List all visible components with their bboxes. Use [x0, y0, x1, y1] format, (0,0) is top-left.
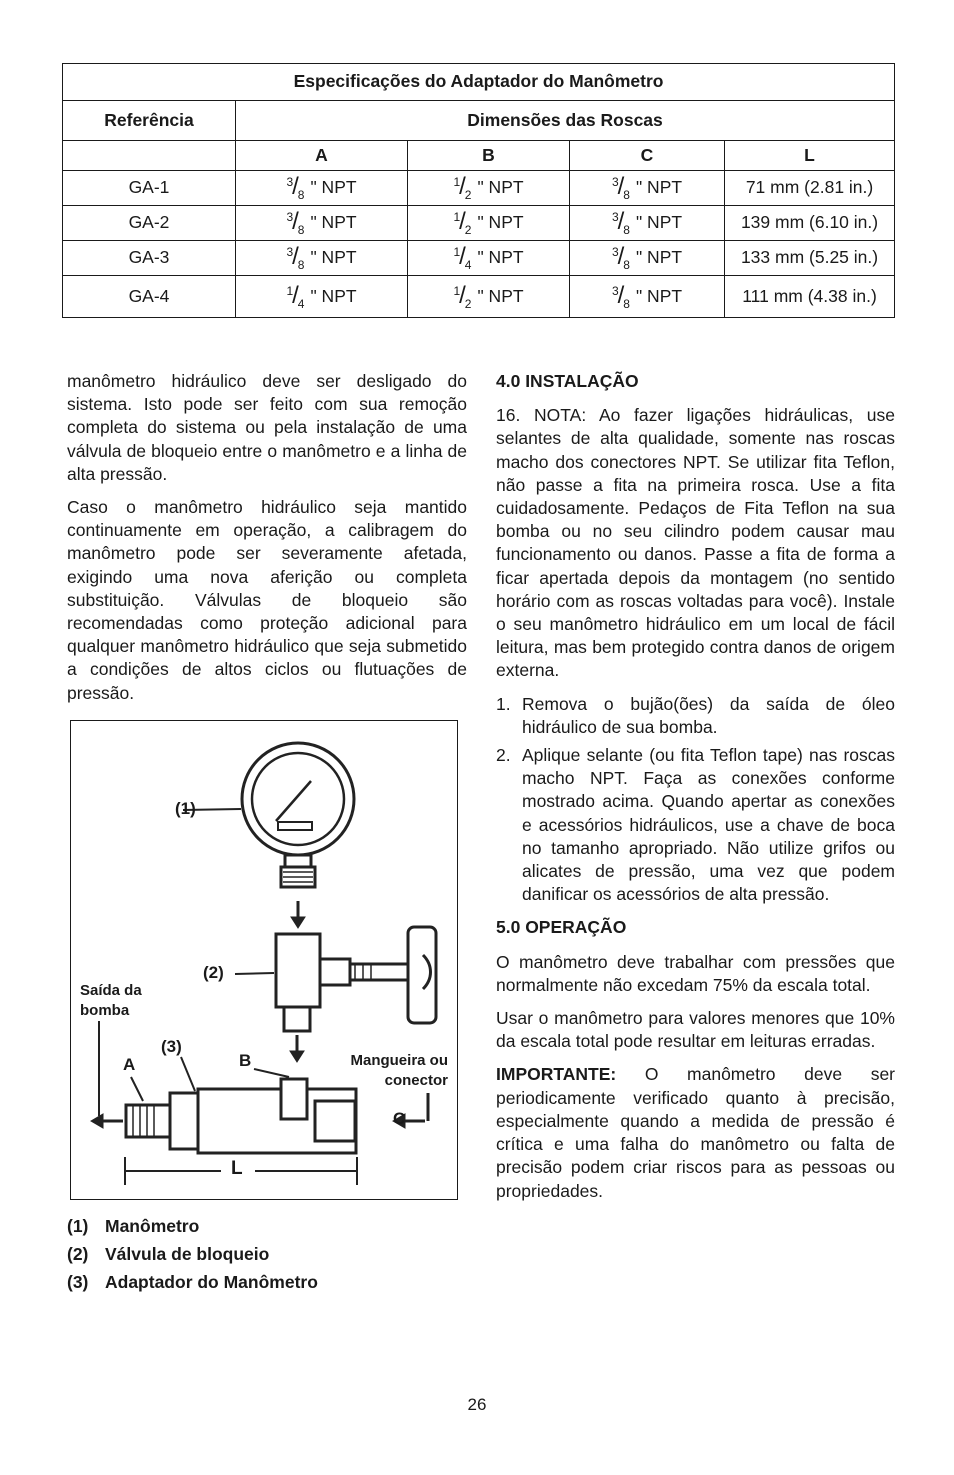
thread-a-cell: [236, 276, 408, 318]
reference-cell: [63, 276, 236, 318]
length-value: 133 mm (5.25 in.): [740, 247, 879, 268]
callout-1-label: (1): [175, 799, 196, 818]
thread-size-c: [611, 173, 683, 202]
operation-paragraph-2: Usar o manômetro para valores menores que 10% da escala total pode resultar em leituras erradas.: [496, 1008, 895, 1052]
legend-text: Válvula de bloqueio: [105, 1244, 270, 1264]
reference-value: GA-4: [128, 285, 170, 306]
fraction-numerator: 3: [611, 283, 619, 298]
thread-unit: " NPT: [310, 177, 357, 197]
operation-heading: 5.0 OPERAÇÃO: [496, 917, 627, 938]
fraction-slash: /: [617, 173, 625, 200]
thread-unit: " NPT: [310, 285, 357, 306]
gauge-adapter-spec-table: [62, 63, 895, 318]
fraction-denominator: 8: [297, 258, 305, 272]
list-item: [496, 693, 895, 739]
legend-text: Manômetro: [105, 1216, 200, 1236]
reference-value: GA-3: [128, 247, 170, 268]
pump-outlet-line-1: Saída da: [80, 982, 142, 999]
legend-number: (3): [67, 1272, 89, 1292]
table-row: [63, 276, 895, 318]
fraction-slash: /: [617, 281, 625, 309]
thread-size-c: [611, 208, 683, 237]
thread-unit: " NPT: [477, 212, 524, 232]
reference-value: GA-1: [128, 177, 170, 198]
length-cell: [725, 276, 895, 318]
important-text: O manômetro deve ser periodicamente verificado quanto à precisão, especialmente quando a medida de pressão é crítica e uma falha do manômetro ou falta de precisão podem criar riscos para as pessoas ou propriedades.: [496, 1064, 895, 1201]
callout-3-label: (3): [161, 1037, 182, 1056]
right-text-column: [496, 370, 895, 1213]
table-row: [63, 241, 895, 276]
fraction-slash: /: [292, 208, 299, 235]
legend-number: (2): [67, 1244, 89, 1264]
column-header-b: B: [408, 141, 570, 171]
thread-unit: " NPT: [310, 247, 357, 267]
legend-item-gauge: [67, 1214, 318, 1242]
thread-unit: " NPT: [477, 247, 524, 267]
fraction-denominator: 2: [464, 296, 472, 311]
paragraph-shutoff: manômetro hidráulico deve ser desligado do sistema. Isto pode ser feito com sua remoção completa do sistema ou pela instalação de uma válvula de bloqueio entre o manômetro e a linha de alta pressão.: [67, 371, 467, 484]
list-item: [496, 744, 895, 906]
fraction-slash: /: [459, 208, 466, 235]
table-title: Especificações do Adaptador do Manômetro: [63, 64, 895, 101]
column-header-a: A: [236, 141, 408, 171]
legend-number: (1): [67, 1216, 89, 1236]
thread-unit: " NPT: [477, 285, 524, 306]
fraction-numerator: 1: [453, 175, 461, 189]
empty-header-cell: [63, 141, 236, 171]
fraction-slash: /: [617, 243, 625, 270]
thread-a-cell: [236, 206, 408, 241]
reference-cell: [63, 206, 236, 241]
thread-c-cell: [570, 276, 725, 318]
fraction-numerator: 1: [453, 245, 461, 259]
thread-unit: " NPT: [635, 285, 683, 306]
fraction-numerator: 3: [611, 175, 619, 189]
dimension-b-label: B: [239, 1051, 252, 1070]
fraction-denominator: 8: [623, 188, 630, 202]
step-text: Aplique selante (ou fita Teflon tape) nas roscas macho NPT. Faça as conexões conforme mostrado acima. Quando apertar as conexões e acessórios hidráulicos, use a chave de boca no tamanho apropriado. Não utilize grifos ou alicates de pressão, uma vez que podem danificar os acessórios de alta pressão.: [522, 745, 895, 905]
thread-b-cell: [408, 171, 570, 206]
left-text-column: [67, 370, 467, 715]
reference-cell: [63, 171, 236, 206]
thread-unit: " NPT: [477, 177, 524, 197]
fraction-numerator: 3: [286, 210, 294, 224]
fraction-numerator: 1: [453, 210, 461, 224]
thread-c-cell: [570, 241, 725, 276]
thread-size-a: [286, 281, 357, 311]
thread-c-cell: [570, 206, 725, 241]
step-number: 1.: [496, 693, 511, 714]
fraction-denominator: 4: [464, 258, 472, 272]
fraction-numerator: 3: [611, 245, 619, 259]
reference-header: Referência: [63, 101, 236, 141]
fraction-denominator: 8: [623, 223, 630, 237]
column-header-l: L: [725, 141, 895, 171]
thread-size-b: [453, 173, 524, 202]
fraction-denominator: 8: [297, 188, 305, 202]
fraction-denominator: 8: [297, 223, 305, 237]
page-number: 26: [467, 1395, 487, 1414]
fraction-numerator: 1: [286, 283, 294, 298]
column-header-c: C: [570, 141, 725, 171]
thread-b-cell: [408, 206, 570, 241]
reference-value: GA-2: [128, 212, 170, 233]
length-cell: [725, 206, 895, 241]
thread-c-cell: [570, 171, 725, 206]
installation-steps: [496, 693, 895, 907]
length-value: 111 mm (4.38 in.): [742, 285, 877, 306]
thread-size-a: [286, 243, 357, 272]
dimension-c-label: C: [393, 1109, 406, 1128]
thread-unit: " NPT: [310, 212, 357, 232]
length-value: 71 mm (2.81 in.): [745, 177, 874, 198]
pump-outlet-line-2: bomba: [80, 1002, 130, 1019]
fraction-slash: /: [617, 208, 625, 235]
installation-note: 16. NOTA: Ao fazer ligações hidráulicas, use selantes de alta qualidade, somente nas roscas macho dos conectores NPT. Se utilizar fita Teflon, não passe a fita na primeira rosca. Use a fita cuidadosamente. Pedaços de Fita Teflon na sua bomba ou no seu cilindro podem causar mau funcionamento ou danos. Passe a fita de forma a ficar apertada depois da montagem (no sentido horário com as roscas voltadas para você). Instale o seu manômetro hidráulico em um local de fácil leitura, mas bem protegido contra danos de origem externa.: [496, 405, 895, 681]
hose-line-1: Mangueira ou: [350, 1052, 448, 1069]
paragraph-continuous-operation: Caso o manômetro hidráulico seja mantido continuamente em operação, a calibragem do manômetro pode ser severamente afetada, exigindo uma nova aferição ou completa substituição. Válvulas de bloqueio são recomendadas como proteção adicional para qualquer manômetro hidráulico que seja submetido a condições de altos ciclos ou flutuações de pressão.: [67, 497, 467, 703]
pump-outlet-label: [80, 981, 142, 1021]
fraction-denominator: 8: [623, 296, 630, 311]
hose-line-2: conector: [384, 1072, 448, 1089]
important-label: IMPORTANTE:: [496, 1064, 617, 1085]
fraction-slash: /: [459, 281, 466, 309]
fraction-denominator: 4: [297, 296, 305, 311]
length-cell: [725, 171, 895, 206]
table-row: [63, 206, 895, 241]
fraction-slash: /: [459, 173, 466, 200]
step-number: 2.: [496, 745, 511, 766]
thread-size-b: [453, 281, 524, 311]
thread-b-cell: [408, 276, 570, 318]
thread-unit: " NPT: [635, 177, 683, 197]
gauge-assembly-figure: [70, 720, 458, 1200]
dimension-l-label: L: [231, 1158, 243, 1179]
thread-size-b: [453, 208, 524, 237]
installation-heading: 4.0 INSTALAÇÃO: [496, 371, 639, 391]
fraction-numerator: 1: [453, 283, 461, 298]
figure-legend: [67, 1214, 318, 1298]
fraction-denominator: 2: [464, 188, 472, 202]
table-row: [63, 171, 895, 206]
fraction-slash: /: [292, 173, 299, 200]
dimension-a-label: A: [123, 1055, 136, 1074]
fraction-slash: /: [292, 243, 299, 270]
length-value: 139 mm (6.10 in.): [740, 212, 879, 233]
important-paragraph: [496, 1063, 895, 1202]
fraction-numerator: 3: [611, 210, 619, 224]
thread-a-cell: [236, 241, 408, 276]
fraction-numerator: 3: [286, 245, 294, 259]
legend-text: Adaptador do Manômetro: [105, 1272, 318, 1292]
thread-size-a: [286, 173, 357, 202]
hose-connector-label: [350, 1051, 448, 1091]
legend-item-adapter: [67, 1270, 318, 1298]
thread-dimensions-header: Dimensões das Roscas: [236, 101, 895, 141]
length-cell: [725, 241, 895, 276]
thread-size-c: [611, 243, 683, 272]
thread-size-b: [453, 243, 524, 272]
fraction-denominator: 2: [464, 223, 472, 237]
thread-unit: " NPT: [635, 212, 683, 232]
thread-size-c: [611, 281, 683, 311]
step-text: Remova o bujão(ões) da saída de óleo hidráulico de sua bomba.: [522, 693, 895, 737]
operation-paragraph-1: O manômetro deve trabalhar com pressões que normalmente não excedam 75% da escala total.: [496, 951, 895, 995]
thread-b-cell: [408, 241, 570, 276]
fraction-slash: /: [292, 281, 299, 309]
fraction-denominator: 8: [623, 258, 630, 272]
thread-unit: " NPT: [635, 247, 683, 267]
fraction-numerator: 3: [286, 175, 294, 189]
fraction-slash: /: [459, 243, 466, 270]
reference-cell: [63, 241, 236, 276]
thread-a-cell: [236, 171, 408, 206]
legend-item-shutoff-valve: [67, 1242, 318, 1270]
thread-size-a: [286, 208, 357, 237]
callout-2-label: (2): [203, 963, 224, 982]
